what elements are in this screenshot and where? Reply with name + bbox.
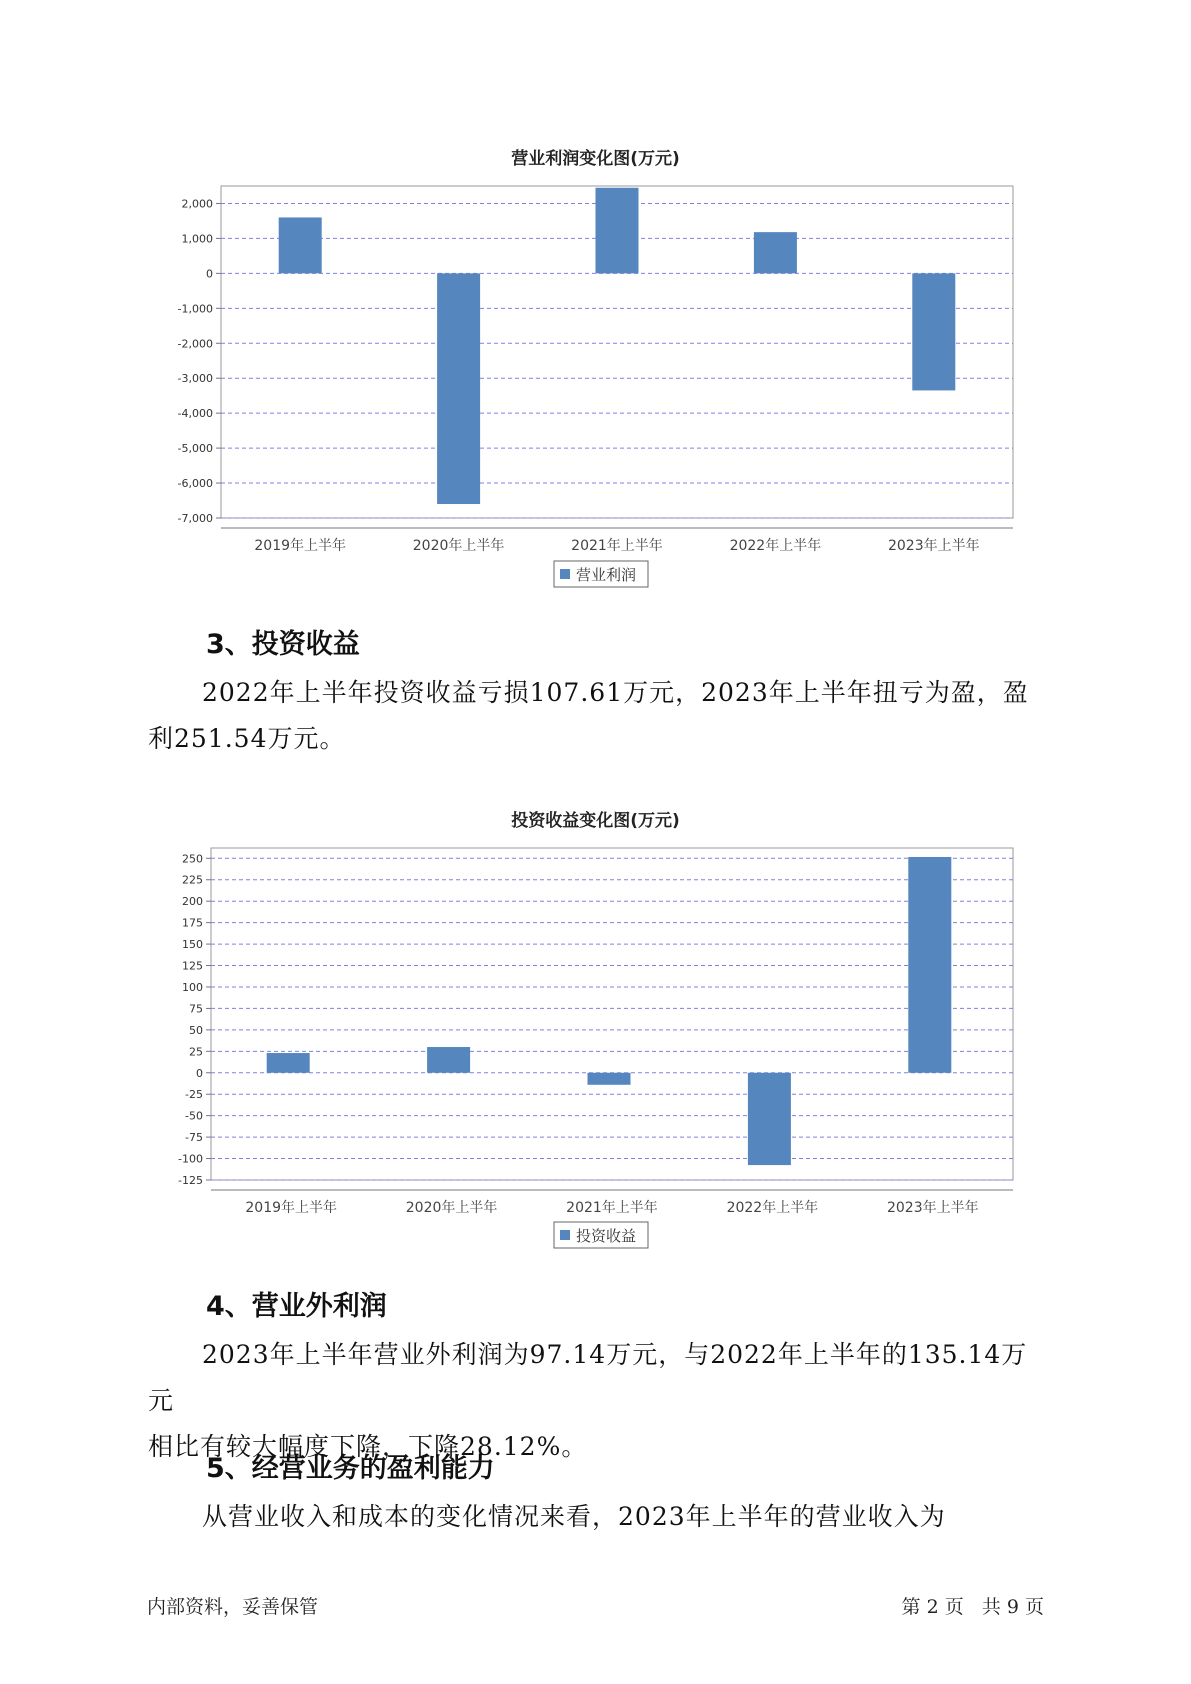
y-tick-label: -125: [178, 1174, 203, 1187]
y-tick-label: 200: [182, 895, 203, 909]
section4-heading: 4、营业外利润: [206, 1291, 387, 1322]
bar: [427, 1047, 470, 1073]
y-tick-label: 150: [182, 938, 203, 952]
y-tick-label: 0: [206, 267, 213, 281]
x-tick-label: 2022年上半年: [726, 1200, 819, 1216]
y-tick-label: -50: [185, 1109, 203, 1123]
x-tick-label: 2021年上半年: [571, 538, 663, 554]
plot-area: [211, 848, 1013, 1180]
y-tick-label: -1,000: [177, 302, 213, 316]
section5-line1: 从营业收入和成本的变化情况来看，2023年上半年的营业收入为: [202, 1502, 946, 1531]
bar: [588, 1073, 631, 1085]
y-tick-label: 225: [182, 873, 203, 887]
x-tick-label: 2021年上半年: [566, 1200, 658, 1216]
x-tick-label: 2023年上半年: [886, 1200, 979, 1216]
footer-confidential-note: 内部资料，妥善保管: [147, 1596, 319, 1618]
section4-line1: 2023年上半年营业外利润为97.14万元，与2022年上半年的135.14万元: [148, 1340, 1028, 1415]
y-tick-label: -2,000: [177, 337, 213, 351]
x-tick-label: 2020年上半年: [412, 538, 505, 554]
y-tick-label: 0: [196, 1066, 203, 1080]
y-tick-label: -4,000: [177, 407, 213, 421]
y-tick-label: 100: [182, 980, 203, 994]
x-tick-label: 2020年上半年: [405, 1200, 498, 1216]
y-tick-label: 125: [182, 959, 203, 973]
y-tick-label: -6,000: [177, 477, 213, 491]
y-tick-label: 50: [189, 1023, 203, 1037]
x-tick-label: 2022年上半年: [729, 538, 822, 554]
y-tick-label: -75: [185, 1131, 203, 1145]
section3-heading: 3、投资收益: [206, 629, 360, 660]
legend-swatch: [560, 1230, 570, 1240]
x-tick-label: 2019年上半年: [254, 538, 347, 554]
section3-line2: 利251.54万元。: [148, 724, 346, 753]
y-tick-label: 75: [189, 1002, 203, 1016]
y-tick-label: -100: [178, 1152, 203, 1166]
footer-page-number: 第 2 页 共 9 页: [901, 1596, 1044, 1618]
y-tick-label: 1,000: [181, 232, 213, 246]
y-tick-label: -25: [185, 1088, 203, 1102]
x-tick-label: 2019年上半年: [245, 1200, 338, 1216]
y-tick-label: 2,000: [181, 197, 213, 211]
section3-line1: 2022年上半年投资收益亏损107.61万元，2023年上半年扭亏为盈，盈: [202, 678, 1029, 707]
chart2-title: 投资收益变化图(万元): [511, 811, 680, 831]
bar: [748, 1073, 791, 1165]
y-tick-label: 175: [182, 916, 203, 930]
section5-paragraph: [148, 1494, 1048, 1540]
section5-heading: 5、经营业务的盈利能力: [206, 1453, 495, 1484]
bar: [267, 1053, 310, 1073]
x-tick-label: 2023年上半年: [887, 538, 980, 554]
bar: [908, 857, 951, 1073]
y-tick-label: -5,000: [177, 442, 213, 456]
y-tick-label: 25: [189, 1045, 203, 1059]
legend-label: 营业利润: [576, 566, 637, 584]
y-tick-label: 250: [182, 852, 203, 866]
y-tick-label: -3,000: [177, 372, 213, 386]
chart1-title: 营业利润变化图(万元): [511, 149, 680, 169]
legend-label: 投资收益: [576, 1227, 637, 1245]
section4-line2: 相比有较大幅度下降，下降28.12%。: [148, 1432, 588, 1461]
y-tick-label: -7,000: [177, 512, 213, 525]
